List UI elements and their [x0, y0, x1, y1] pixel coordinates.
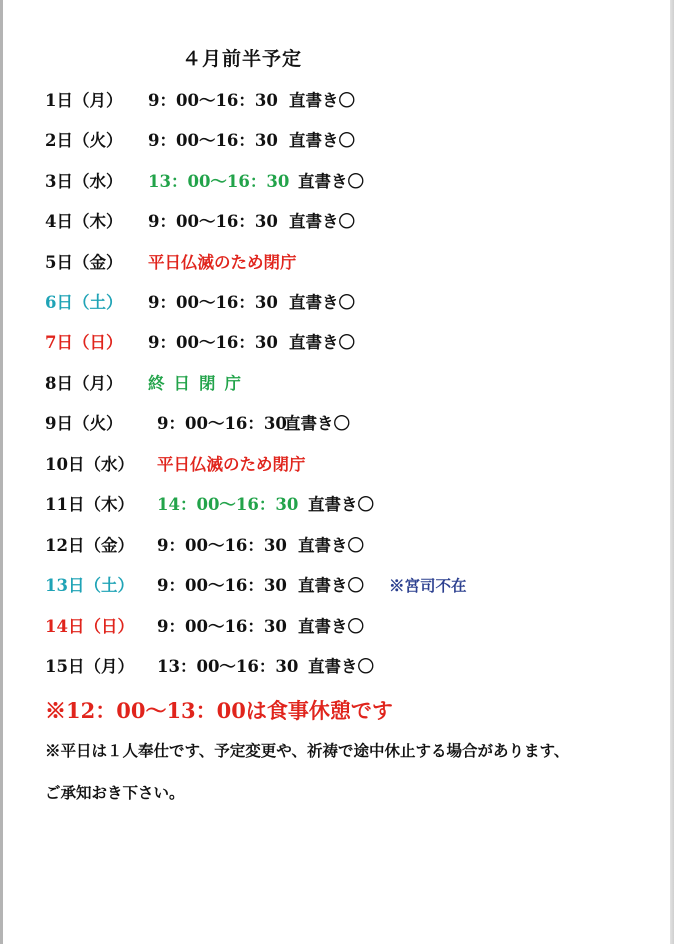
day-label: 3日（水）: [45, 172, 123, 191]
closed-notice: 終日閉庁: [148, 374, 250, 393]
hours: 9：00〜16：30: [157, 617, 287, 636]
status: 直書き〇: [289, 333, 355, 352]
hours: 14：00〜16：30: [157, 495, 299, 514]
day-label: 6日（土）: [45, 293, 123, 312]
hours: 13：00〜16：30: [157, 657, 299, 676]
status: 直書き〇: [289, 212, 355, 231]
hours: 9：00〜16：30: [157, 414, 287, 433]
status: 直書き〇: [284, 414, 350, 433]
priest-absent-note: ※宮司不在: [389, 576, 467, 595]
closed-notice: 平日仏滅のため閉庁: [148, 253, 297, 272]
day-label: 9日（火）: [45, 414, 123, 433]
day-label: 10日（水）: [45, 455, 134, 474]
day-label: 15日（月）: [45, 657, 134, 676]
status: 直書き〇: [289, 91, 355, 110]
day-label: 4日（木）: [45, 212, 123, 231]
day-label: 13日（土）: [45, 576, 134, 595]
day-label: 5日（金）: [45, 253, 123, 272]
day-label: 11日（木）: [45, 495, 134, 514]
closed-notice: 平日仏滅のため閉庁: [157, 455, 306, 474]
hours: 9：00〜16：30: [157, 536, 287, 555]
page-left-edge: [0, 0, 3, 944]
day-label: 1日（月）: [45, 91, 123, 110]
hours: 9：00〜16：30: [148, 91, 278, 110]
hours: 9：00〜16：30: [148, 131, 278, 150]
hours: 9：00〜16：30: [148, 212, 278, 231]
footer-note-line-1: ※平日は１人奉仕です、予定変更や、祈祷で途中休止する場合があります、: [45, 741, 570, 760]
day-label: 8日（月）: [45, 374, 123, 393]
lunch-break-notice: ※12：00〜13：00は食事休憩です: [45, 698, 393, 723]
day-label: 14日（日）: [45, 617, 134, 636]
hours: 13：00〜16：30: [148, 172, 290, 191]
status: 直書き〇: [308, 657, 374, 676]
status: 直書き〇: [289, 293, 355, 312]
hours: 9：00〜16：30: [157, 576, 287, 595]
status: 直書き〇: [298, 536, 364, 555]
status: 直書き〇: [298, 576, 364, 595]
day-label: 2日（火）: [45, 131, 123, 150]
day-label: 7日（日）: [45, 333, 123, 352]
day-label: 12日（金）: [45, 536, 134, 555]
status: 直書き〇: [298, 617, 364, 636]
footer-note-line-2: ご承知おき下さい。: [45, 783, 185, 802]
status: 直書き〇: [289, 131, 355, 150]
page-title: ４月前半予定: [181, 48, 302, 70]
page-right-edge: [670, 0, 674, 944]
hours: 9：00〜16：30: [148, 333, 278, 352]
status: 直書き〇: [298, 172, 364, 191]
status: 直書き〇: [308, 495, 374, 514]
hours: 9：00〜16：30: [148, 293, 278, 312]
